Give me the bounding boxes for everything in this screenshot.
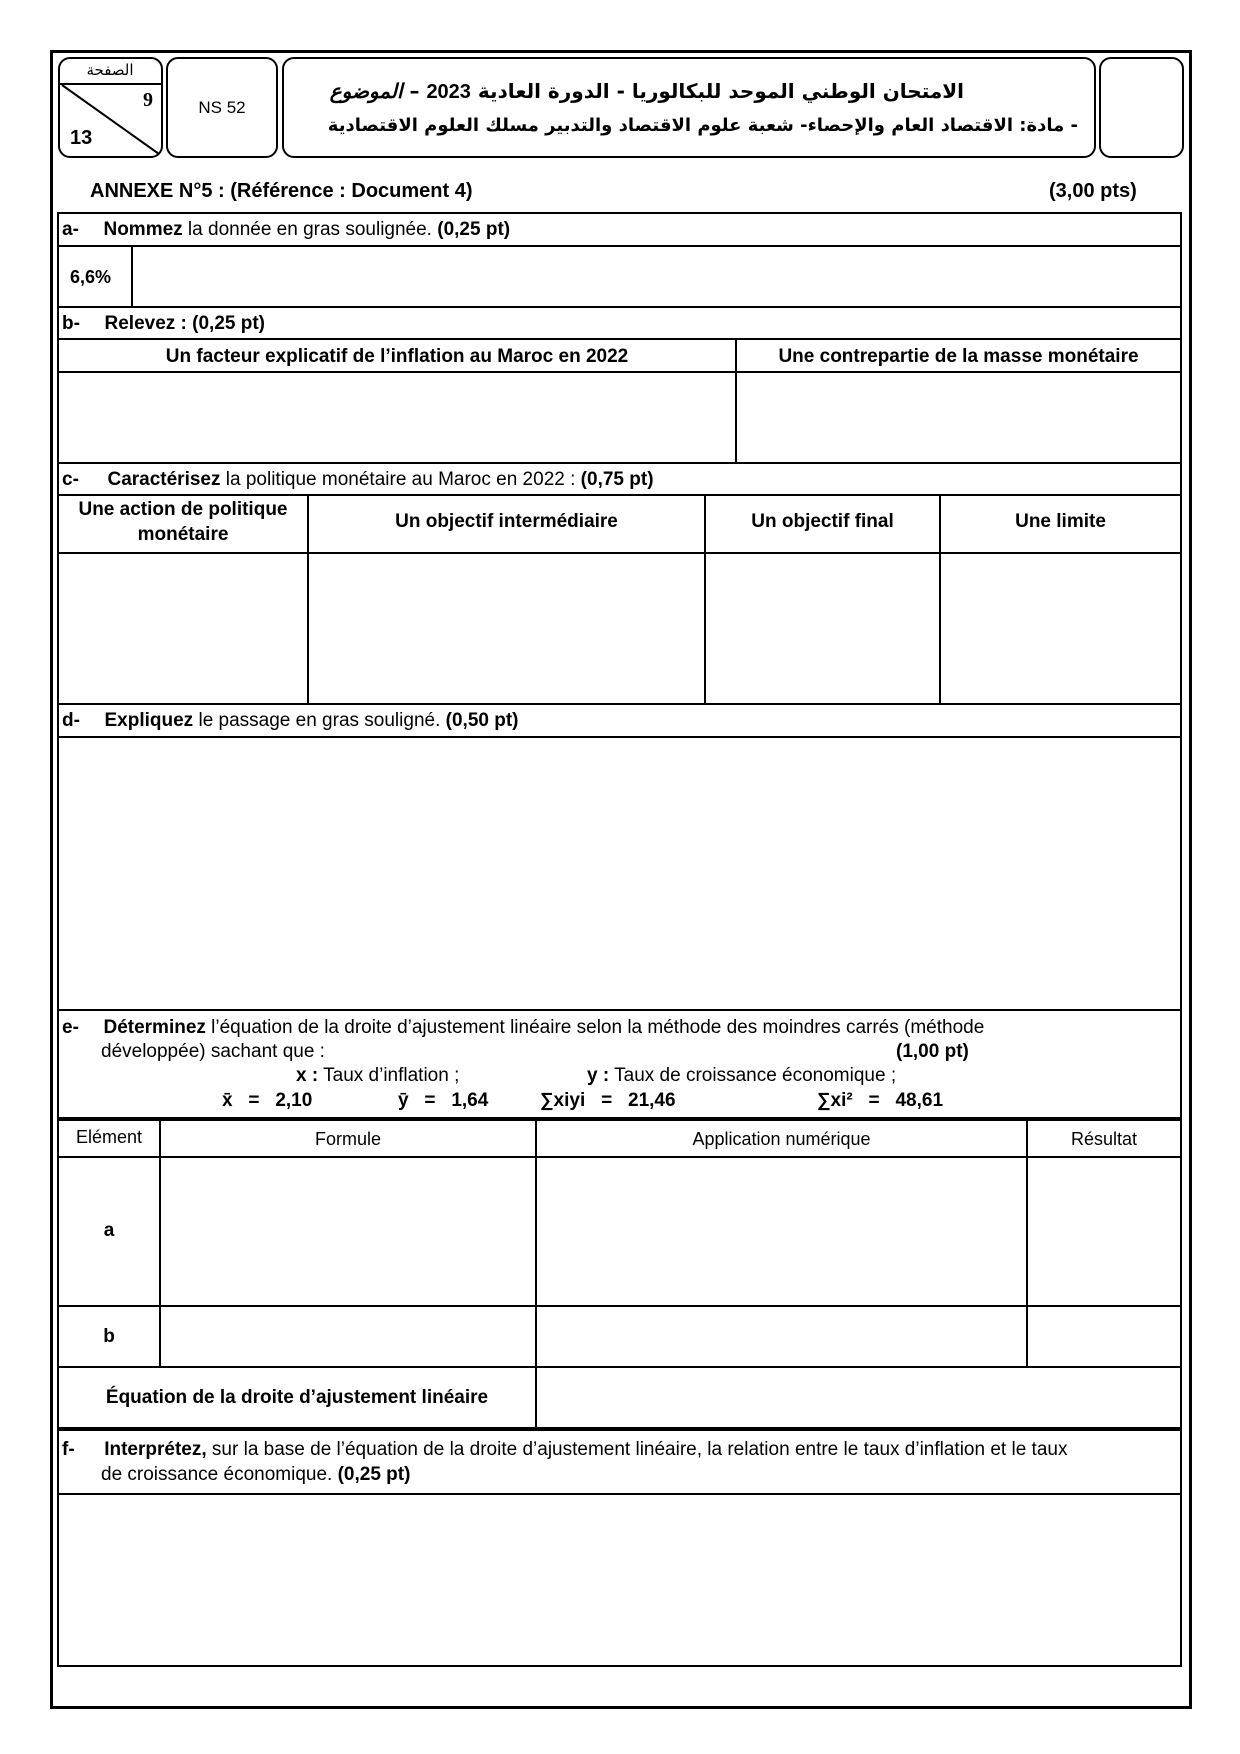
section-d-verb: Expliquez [104, 710, 194, 731]
line-e-v1b [159, 1305, 161, 1367]
line-e-table-top [57, 1117, 1182, 1121]
exam-title-prefix: الامتحان الوطني الموحد للبكالوريا - الدورة العادية [477, 79, 964, 103]
section-e-y-label: y : [587, 1065, 610, 1086]
exam-title-box [282, 57, 1096, 158]
line-b-top [57, 306, 1182, 308]
section-e-xbar: x̄ = 2,10 [222, 1090, 313, 1111]
section-c-limit-field[interactable] [941, 554, 1180, 703]
section-c-col1-header [59, 497, 307, 547]
row-b-result-field[interactable] [1028, 1307, 1180, 1365]
section-b-heading [62, 313, 265, 335]
exam-subject-label: - مادة: [1019, 115, 1078, 136]
section-e-x-definition [296, 1065, 459, 1087]
section-e-y-definition [587, 1065, 896, 1087]
line-b-header-top [57, 338, 1182, 340]
section-c-col1-line2: monétaire [137, 524, 229, 545]
section-c-action-field[interactable] [59, 554, 307, 703]
section-b-letter: b- [62, 313, 80, 334]
section-e-sumxy: ∑xiyi = 21,46 [540, 1090, 676, 1111]
section-e-heading-line1 [62, 1017, 984, 1039]
section-c-intermediate-field[interactable] [309, 554, 704, 703]
section-c-letter: c- [62, 469, 79, 490]
section-e-ybar: ȳ = 1,64 [398, 1090, 489, 1111]
table-header-element: Elément [75, 1127, 143, 1147]
section-c-heading [62, 469, 654, 491]
section-c-verb: Caractérisez [107, 469, 221, 490]
annexe-points: (3,00 pts) [1049, 180, 1137, 202]
section-f-text-line2: de croissance économique. [101, 1464, 338, 1485]
section-d-answer-field[interactable] [59, 738, 1180, 1008]
row-b-formula-field[interactable] [161, 1307, 535, 1365]
table-header-application: Application numérique [692, 1129, 871, 1149]
section-a-text: la donnée en gras soulignée. [182, 219, 438, 240]
exam-subject-text: الاقتصاد العام والإحصاء- شعبة علوم الاقتصاد والتدبير مسلك العلوم الاقتصادية [327, 115, 1014, 136]
section-a-answer-field[interactable] [133, 247, 1180, 305]
row-a-application-field[interactable] [537, 1158, 1026, 1304]
section-f-text-line1: sur la base de l’équation de la droite d’ajustement linéaire, la relation entre le taux d’inflation et le taux [206, 1439, 1068, 1460]
header-blank-box [1099, 57, 1184, 158]
section-c-col3-header: Un objectif final [751, 511, 894, 532]
line-a-top [57, 212, 1182, 214]
row-b-application-field[interactable] [537, 1307, 1026, 1365]
section-c-col2-header: Un objectif intermédiaire [395, 511, 618, 532]
section-f-points: (0,25 pt) [337, 1464, 411, 1485]
exam-title-line2 [328, 115, 1078, 136]
page-total: 13 [70, 127, 93, 149]
section-e-verb: Déterminez [103, 1017, 206, 1038]
section-f-letter: f- [62, 1439, 75, 1460]
row-a-formula-field[interactable] [161, 1158, 535, 1304]
line-c-top [57, 462, 1182, 464]
section-a-points: (0,25 pt) [437, 219, 511, 240]
section-e-x-text: Taux d’inflation ; [318, 1065, 460, 1086]
exam-title-dash: – [409, 79, 420, 103]
table-header-result: Résultat [1070, 1129, 1138, 1149]
line-e-top [57, 1009, 1182, 1011]
section-a-heading [62, 219, 510, 241]
section-c-text: la politique monétaire au Maroc en 2022 : [220, 469, 581, 490]
section-c-points: (0,75 pt) [580, 469, 654, 490]
exam-title-year: 2023 [426, 81, 471, 103]
section-d-heading [62, 710, 519, 732]
section-e-letter: e- [62, 1017, 79, 1038]
page-number: 9 [143, 89, 153, 111]
section-f-heading-line1 [62, 1439, 1067, 1461]
exam-code-box [166, 57, 278, 158]
section-e-text-line1: l’équation de la droite d’ajustement linéaire selon la méthode des moindres carrés (méthode [205, 1017, 985, 1038]
section-d-letter: d- [62, 710, 80, 731]
section-a-value-label: 6,6% [70, 267, 112, 287]
section-d-text: le passage en gras souligné. [193, 710, 446, 731]
row-a-result-field[interactable] [1028, 1158, 1180, 1304]
section-f-answer-field[interactable] [59, 1495, 1180, 1665]
grid-right [1180, 212, 1182, 1666]
section-b-col2-header: Une contrepartie de la masse monétaire [778, 346, 1139, 367]
section-b-factor-field[interactable] [59, 373, 735, 462]
line-c-header-top [57, 494, 1182, 496]
exam-title-subject-word: الموضوع [329, 79, 403, 103]
page-number-box [58, 57, 163, 158]
equation-label: Équation de la droite d’ajustement linéaire [105, 1387, 489, 1408]
annexe-title: ANNEXE N°5 : (Référence : Document 4) [90, 180, 473, 202]
section-e-points: (1,00 pt) [896, 1041, 969, 1062]
table-header-formula: Formule [314, 1129, 381, 1149]
row-b-label: b [103, 1326, 115, 1347]
line-d-top [57, 703, 1182, 705]
section-c-col1-line1: Une action de politique [78, 499, 288, 520]
section-f-verb: Interprétez, [104, 1439, 207, 1460]
exam-title-line1 [330, 79, 964, 104]
section-a-letter: a- [62, 219, 79, 240]
section-e-y-text: Taux de croissance économique ; [609, 1065, 897, 1086]
section-e-x-label: x : [296, 1065, 319, 1086]
line-e-v3b [1026, 1305, 1028, 1367]
equation-field[interactable] [537, 1368, 1180, 1427]
line-f-bottom [57, 1665, 1182, 1667]
page-label: الصفحة [86, 61, 134, 79]
section-b-col1-header: Un facteur explicatif de l’inflation au Maroc en 2022 [165, 346, 629, 367]
line-f-top [57, 1427, 1182, 1431]
section-d-points: (0,50 pt) [445, 710, 519, 731]
exam-code: NS 52 [198, 98, 246, 117]
row-a-label: a [103, 1220, 115, 1241]
section-a-verb: Nommez [103, 219, 183, 240]
section-b-verb: Relevez : (0,25 pt) [104, 313, 265, 334]
section-f-heading-line2 [101, 1464, 410, 1486]
section-e-text-line2: développée) sachant que : [101, 1041, 325, 1062]
section-b-counterpart-field[interactable] [737, 373, 1180, 462]
section-e-sumx2: ∑xi² = 48,61 [817, 1090, 944, 1111]
section-c-final-field[interactable] [706, 554, 939, 703]
section-c-col4-header: Une limite [1015, 511, 1106, 532]
